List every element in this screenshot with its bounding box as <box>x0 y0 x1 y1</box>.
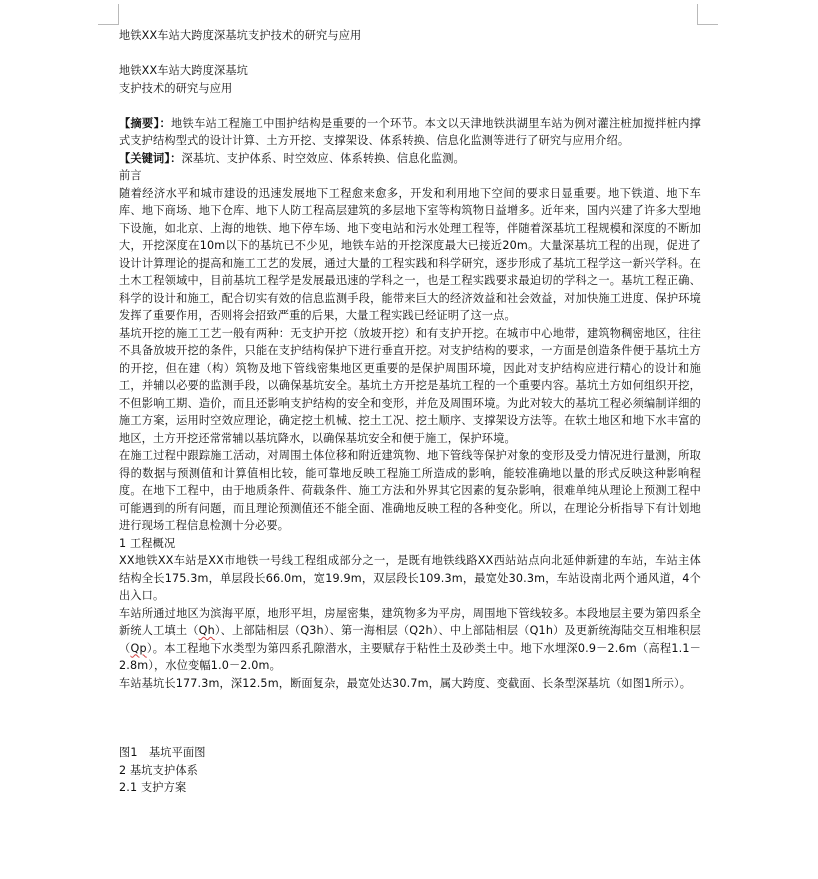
title-line-1: 地铁XX车站大跨度深基坑 <box>119 64 249 77</box>
title-block <box>119 62 701 97</box>
keywords <box>119 150 701 168</box>
section-1-paragraph-3: 车站基坑长177.3m，深12.5m，断面复杂，最宽处达30.7m，属大跨度、变截面、长条型深基坑（如图1所示）。 <box>119 676 692 690</box>
preface-paragraph-2: 基坑开挖的施工工艺一般有两种：无支护开挖（放坡开挖）和有支护开挖。在城市中心地带，建筑物稠密地区，往往不具备放坡开挖的条件，只能在支护结构保护下进行垂直开挖。对支护结构的要求，一方面是创造条件便于基坑土方的开挖，但在建（构）筑物及地下管线密集地区更重要的是保护周围环境，因此对支护结构应进行精心的设计和施工，并辅以必要的监测手段，以确保基坑安全。基坑土方开挖是基坑工程的一个重要内容。基坑土方如何组织开挖，不但影响工期、造价，而且还影响支护结构的安全和变形，并危及周围环境。为此对较大的基坑工程必须编制详细的施工方案，运用时空效应理论，确定挖土机械、挖土工况、挖土顺序、支撑架设方法等。在软土地区和地下水丰富的地区，土方开挖还常常辅以基坑降水，以确保基坑安全和便于施工，保护环境。 <box>119 326 701 445</box>
section-2-1-heading: 2.1 支护方案 <box>119 781 187 794</box>
document-body <box>119 27 701 797</box>
spellcheck-word-qh: Qh <box>198 624 215 637</box>
keywords-label: 【关键词】： <box>119 151 182 165</box>
section-2-heading: 2 基坑支护体系 <box>119 763 198 777</box>
preface-paragraph-1: 随着经济水平和城市建设的迅速发展地下工程愈来愈多，开发和利用地下空间的要求日显重要。地下铁道、地下车库、地下商场、地下仓库、地下人防工程高层建筑的多层地下室等构筑物日益增多。近年来，国内兴建了许多大型地下设施，如北京、上海的地铁、地下停车场、地下变电站和污水处理工程等，伴随着深基坑工程规模和深度的不断加大，开挖深度在10m以下的基坑已不少见，地铁车站的开挖深度最大已接近20m。大量深基坑工程的出现，促进了设计计算理论的提高和施工工艺的发展，通过大量的工程实践和科学研究，逐步形成了基坑工程学这一新兴学科。在土木工程领域中，目前基坑工程学是发展最迅速的学科之一，也是工程实践要求最迫切的学科之一。基坑工程正确、科学的设计和施工，配合切实有效的信息监测手段，能带来巨大的经济效益和社会效益，对加快施工进度、保护环境发挥了重要作用，否则将会招致严重的后果，大量工程实践已经证明了这一点。 <box>119 186 701 322</box>
running-header: 地铁XX车站大跨度深基坑支护技术的研究与应用 <box>119 29 362 42</box>
section-1-p2-part-a: 车站所通过地区为滨海平原，地形平坦，房屋密集，建筑物多为平房，周围地下管线较多。本段地层主要为第四系全新统人工填土（ <box>119 606 701 637</box>
preface-heading: 前言 <box>119 169 142 182</box>
section-1-paragraph-2 <box>119 605 701 675</box>
figure-1-placeholder <box>119 692 701 744</box>
section-1-paragraph-1: XX地铁XX车站是XX市地铁一号线工程组成部分之一，是既有地铁线路XX西站站点向北延伸新建的车站，车站主体结构全长175.3m，单层段长66.0m，宽19.9m，双层段长109.3m，最宽处30.3m，车站设南北两个通风道，4个出入口。 <box>119 554 701 602</box>
crop-mark-top-left <box>98 4 119 25</box>
crop-mark-top-right <box>697 4 718 25</box>
abstract-text: 地铁车站工程施工中围护结构是重要的一个环节。本文以天津地铁洪湖里车站为例对灌注桩加搅拌桩内撑式支护结构型式的设计计算、土方开挖、支撑架设、体系转换、信息化监测等进行了研究与应用介绍。 <box>119 116 701 147</box>
spellcheck-word-qp: Qp <box>130 641 147 655</box>
keywords-text: 深基坑、支护体系、时空效应、体系转换、信息化监测。 <box>181 151 465 165</box>
preface-paragraph-3: 在施工过程中跟踪施工活动，对周围土体位移和附近建筑物、地下管线等保护对象的变形及受力情况进行量测，所取得的数据与预测值和计算值相比较，能可靠地反映工程施工所造成的影响，能较准确地以量的形式反映这种影响程度。在地下工程中，由于地质条件、荷载条件、施工方法和外界其它因素的复杂影响，很难单纯从理论上预测工程中可能遇到的所有问题，而且理论预测值还不能全面、准确地反映工程的各种变化。所以，在理论分析指导下有计划地进行现场工程信息检测十分必要。 <box>119 449 701 532</box>
title-line-2: 支护技术的研究与应用 <box>119 81 233 95</box>
section-1-heading: 1 工程概况 <box>119 536 176 550</box>
section-1-p2-part-b: ）、上部陆相层（Q3h）、第一海相层（Q2h）、中上部陆相层（Q1h）及更新统海陆交互相堆积层（ <box>119 624 701 655</box>
abstract <box>119 115 701 150</box>
section-1-p2-part-c: ）。本工程地下水类型为第四系孔隙潜水，主要赋存于粘性土及砂类土中。地下水埋深0.9－2.6m（高程1.1－2.8m），水位变幅1.0－2.0m。 <box>119 641 701 672</box>
abstract-label: 【摘要】： <box>119 116 172 130</box>
figure-1-caption: 图1 基坑平面图 <box>119 746 206 759</box>
